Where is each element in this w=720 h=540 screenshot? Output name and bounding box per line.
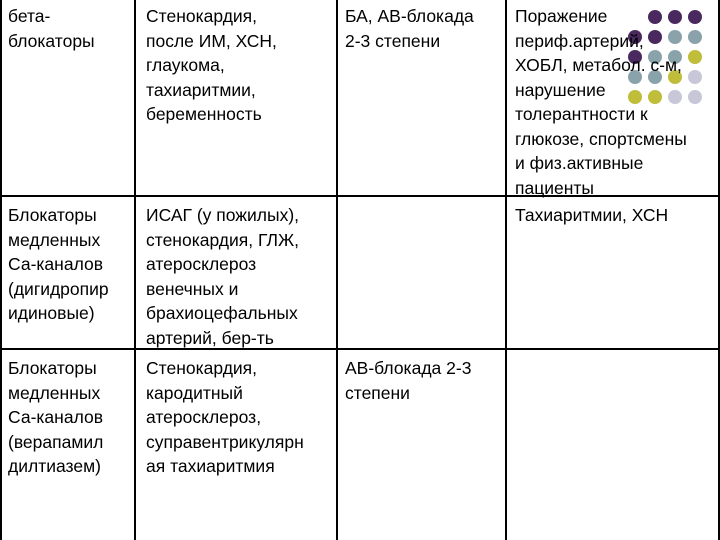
contraindications-cell: АВ-блокада 2-3 степени — [345, 358, 472, 403]
drug-class-cell: Блокаторы медленных Са-каналов (верапамил дилтиазем) — [8, 358, 104, 476]
indications-cell: Стенокардия, после ИМ, ХСН, глаукома, тахиаритмии, беременность — [146, 6, 277, 124]
table-border-left — [0, 0, 2, 540]
column-divider-3 — [505, 0, 507, 540]
column-divider-1 — [134, 0, 136, 540]
indications-cell: Стенокардия, кародитный атеросклероз, суправентрикулярн ая тахиаритмия — [146, 358, 304, 476]
drug-class-cell: Блокаторы медленных Са-каналов (дигидропир идиновые) — [8, 205, 109, 323]
drug-class-cell: бета- блокаторы — [8, 6, 95, 51]
column-divider-2 — [336, 0, 338, 540]
relative-contraindications-cell: Тахиаритмии, ХСН — [515, 205, 669, 225]
relative-contraindications-cell: Поражение периф.артерий, ХОБЛ, метабол. с-м, нарушение толерантности к глюкозе, спортсмены и физ.активные пациенты — [515, 6, 687, 198]
indications-cell: ИСАГ (у пожилых), стенокардия, ГЛЖ, атеросклероз венечных и брахиоцефальных артерий, бер-ть — [146, 205, 300, 348]
contraindications-cell: БА, АВ-блокада 2-3 степени — [345, 6, 474, 51]
row-divider-2 — [0, 348, 720, 350]
